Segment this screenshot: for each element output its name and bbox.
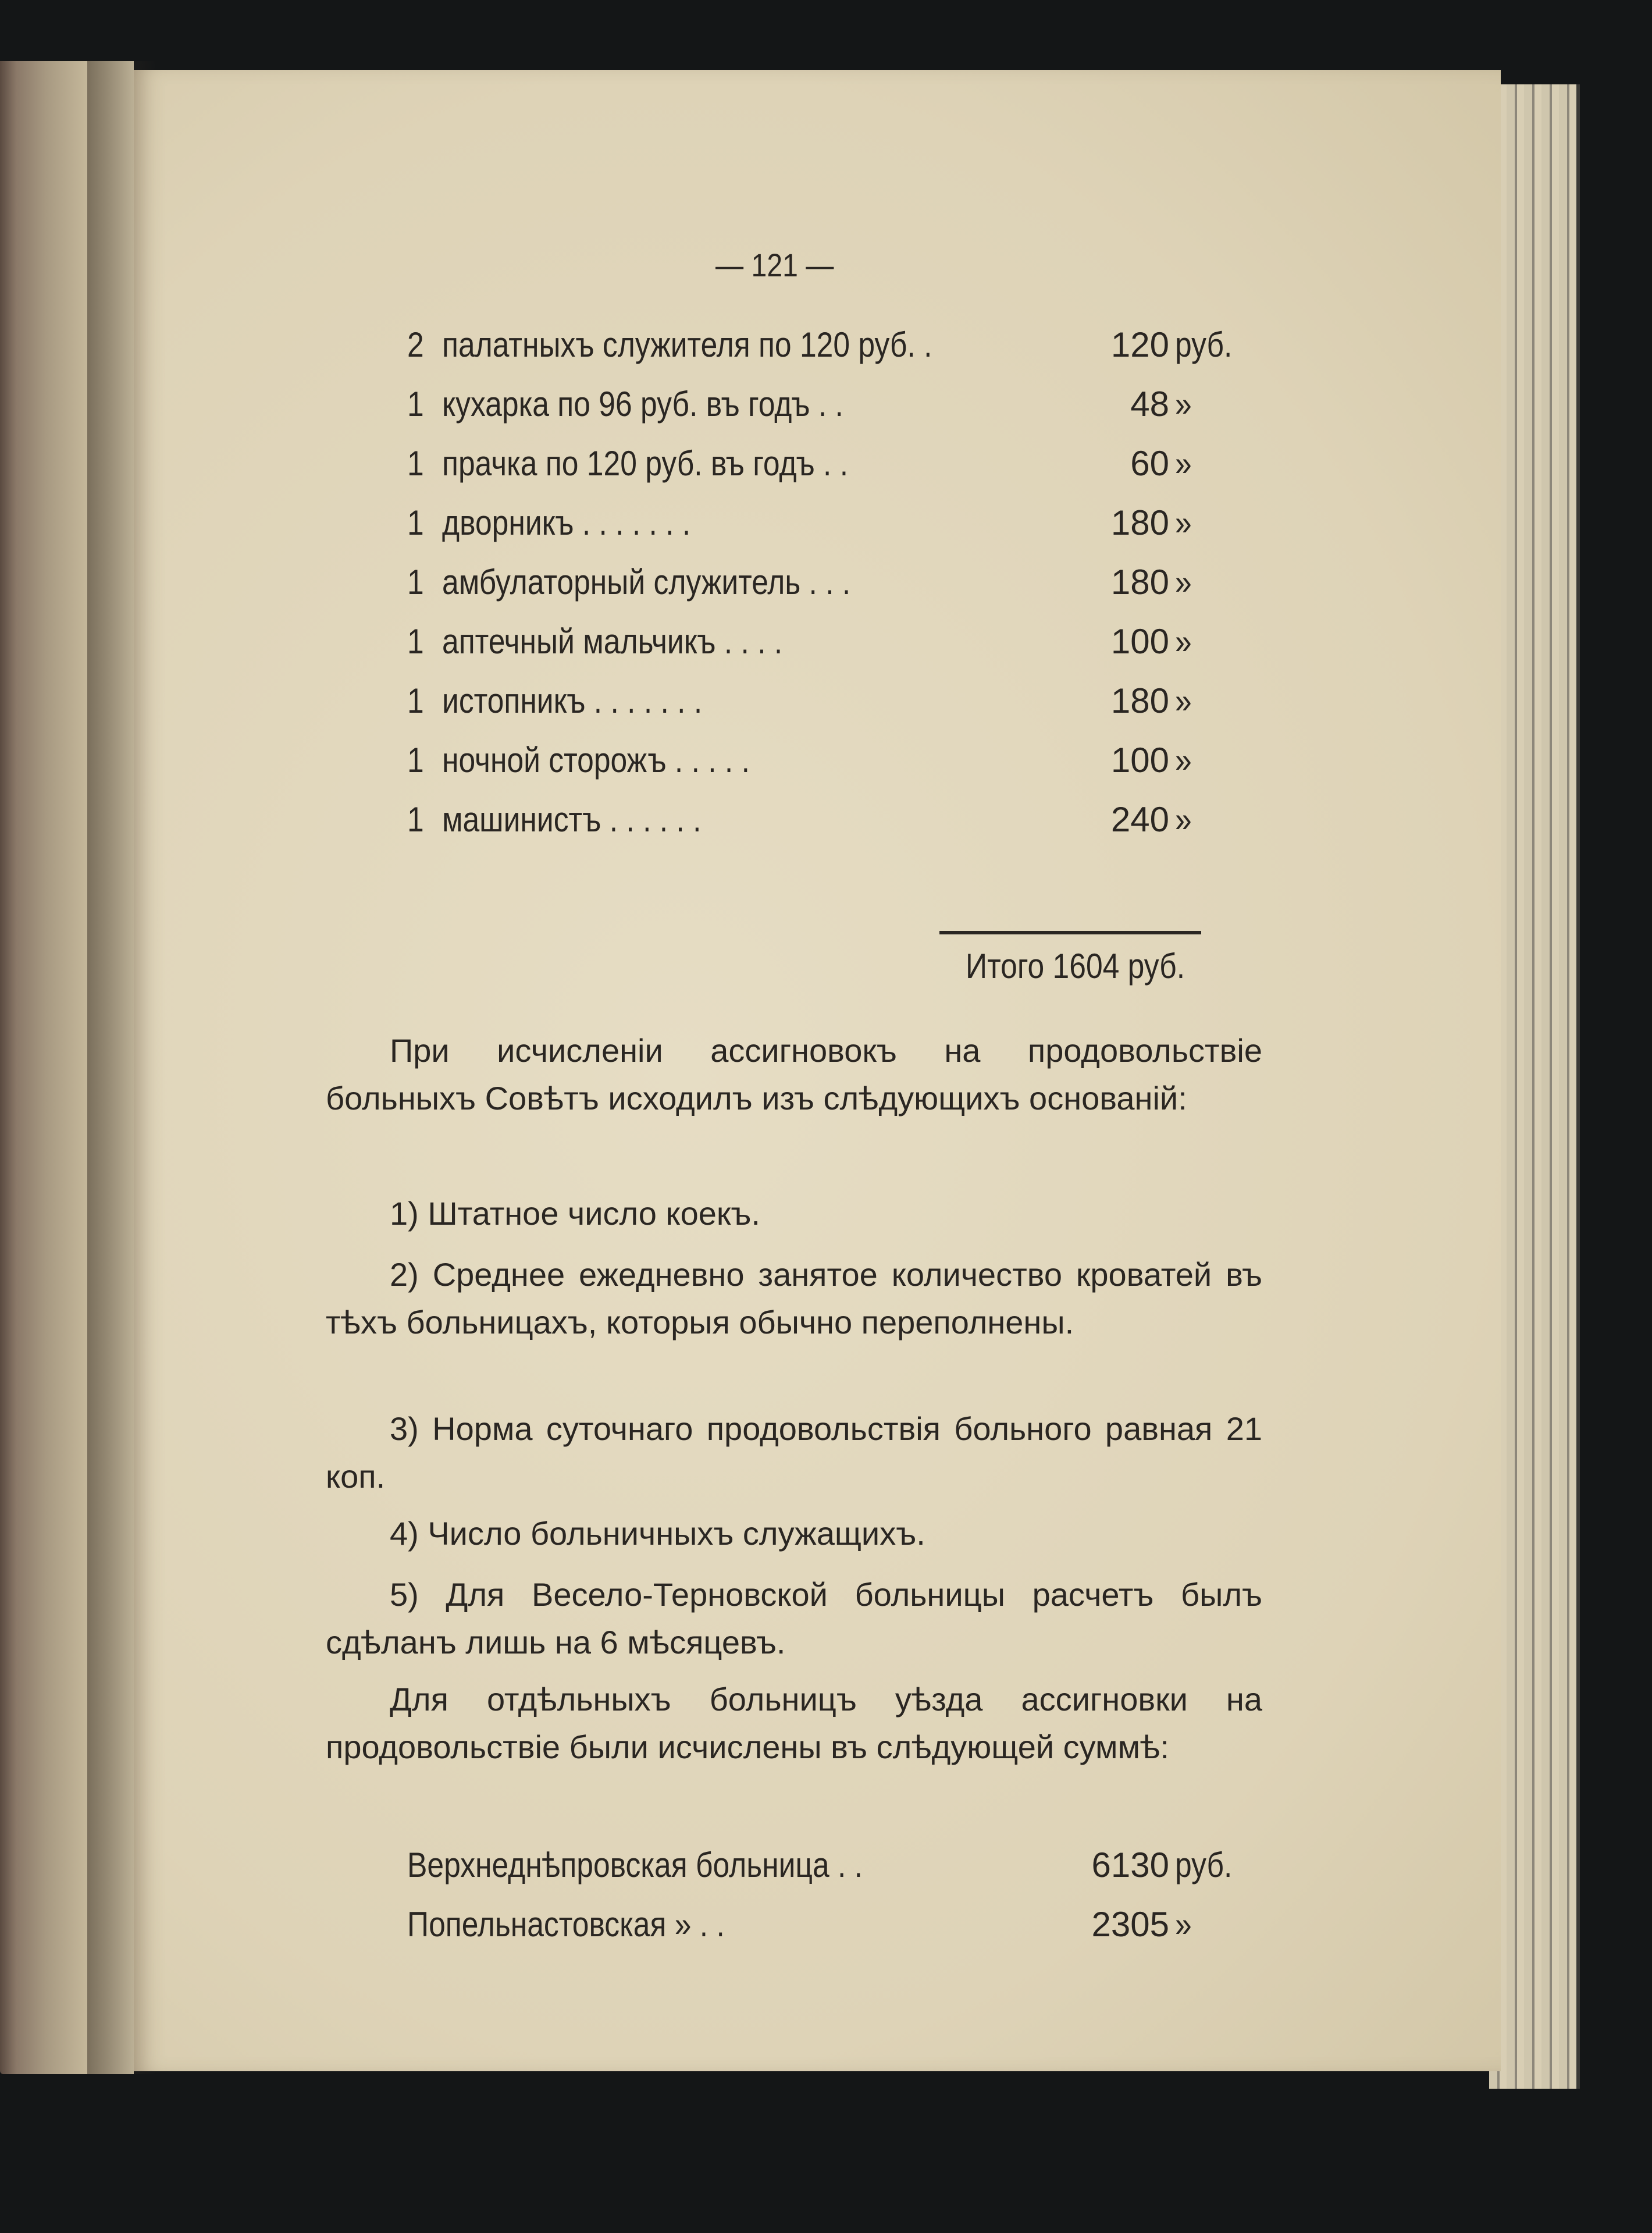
hospital-name: Попельнастовская » . . — [407, 1905, 725, 1944]
staff-desc: дворникъ . . . . . . . — [442, 503, 691, 542]
staff-unit: руб. — [1175, 325, 1233, 364]
staff-desc: истопникъ . . . . . . . — [442, 681, 703, 720]
staff-qty: 1 — [407, 800, 424, 839]
total-line: Итого 1604 руб. — [966, 947, 1185, 986]
staff-unit: » — [1175, 444, 1192, 483]
staff-unit: » — [1175, 622, 1192, 661]
total-rule — [939, 931, 1201, 934]
hospital-amount: 2305 — [1091, 1905, 1169, 1944]
staff-unit: » — [1175, 800, 1192, 839]
staff-amount: 120 — [1110, 325, 1169, 364]
staff-qty: 1 — [407, 385, 424, 424]
staff-unit: » — [1175, 741, 1192, 780]
hospital-unit: » — [1175, 1905, 1192, 1944]
paragraph: 5) Для Весело-Терновской больницы расчетъ былъ сдѣланъ лишь на 6 мѣсяцевъ. — [326, 1576, 1262, 1660]
staff-amount: 48 — [1130, 385, 1169, 424]
staff-qty: 2 — [407, 325, 424, 364]
staff-unit: » — [1175, 503, 1192, 542]
hospital-unit: руб. — [1175, 1846, 1233, 1884]
staff-desc: машинистъ . . . . . . — [442, 800, 702, 839]
staff-amount: 180 — [1110, 503, 1169, 542]
staff-qty: 1 — [407, 622, 424, 661]
staff-desc: амбулаторный служитель . . . — [442, 563, 851, 602]
staff-amount: 60 — [1130, 444, 1169, 483]
hospital-amount: 6130 — [1091, 1846, 1169, 1884]
staff-desc: палатныхъ служителя по 120 руб. . — [442, 325, 932, 364]
staff-desc: кухарка по 96 руб. въ годъ . . — [442, 385, 843, 424]
page-stack-edge — [1489, 84, 1580, 2089]
hospital-name: Верхнеднѣпровская больница . . — [407, 1846, 863, 1884]
book-page — [134, 70, 1501, 2071]
paragraph: Для отдѣльныхъ больницъ уѣзда ассигновки на продовольствіе были исчислены въ слѣдующей суммѣ: — [326, 1681, 1262, 1765]
paragraph: 3) Норма суточнаго продовольствія больного равная 21 коп. — [326, 1410, 1262, 1495]
staff-unit: » — [1175, 563, 1192, 602]
staff-amount: 100 — [1110, 741, 1169, 780]
staff-amount: 100 — [1110, 622, 1169, 661]
staff-qty: 1 — [407, 741, 424, 780]
page-number: — 121 — — [715, 247, 834, 283]
staff-amount: 240 — [1110, 800, 1169, 839]
paragraph: При исчисленіи ассигновокъ на продовольствіе больныхъ Совѣтъ исходилъ изъ слѣдующихъ основаній: — [326, 1032, 1262, 1116]
staff-desc: аптечный мальчикъ . . . . — [442, 622, 783, 661]
staff-unit: » — [1175, 385, 1192, 424]
staff-desc: ночной сторожъ . . . . . — [442, 741, 750, 780]
staff-amount: 180 — [1110, 563, 1169, 602]
paragraph: 4) Число больничныхъ служащихъ. — [390, 1515, 925, 1552]
staff-qty: 1 — [407, 563, 424, 602]
staff-qty: 1 — [407, 444, 424, 483]
staff-unit: » — [1175, 681, 1192, 720]
staff-qty: 1 — [407, 503, 424, 542]
staff-qty: 1 — [407, 681, 424, 720]
paragraph: 2) Среднее ежедневно занятое количество кроватей въ тѣхъ больницахъ, которыя обычно переполнены. — [326, 1256, 1262, 1340]
staff-amount: 180 — [1110, 681, 1169, 720]
staff-desc: прачка по 120 руб. въ годъ . . — [442, 444, 849, 483]
paragraph: 1) Штатное число коекъ. — [390, 1195, 760, 1232]
